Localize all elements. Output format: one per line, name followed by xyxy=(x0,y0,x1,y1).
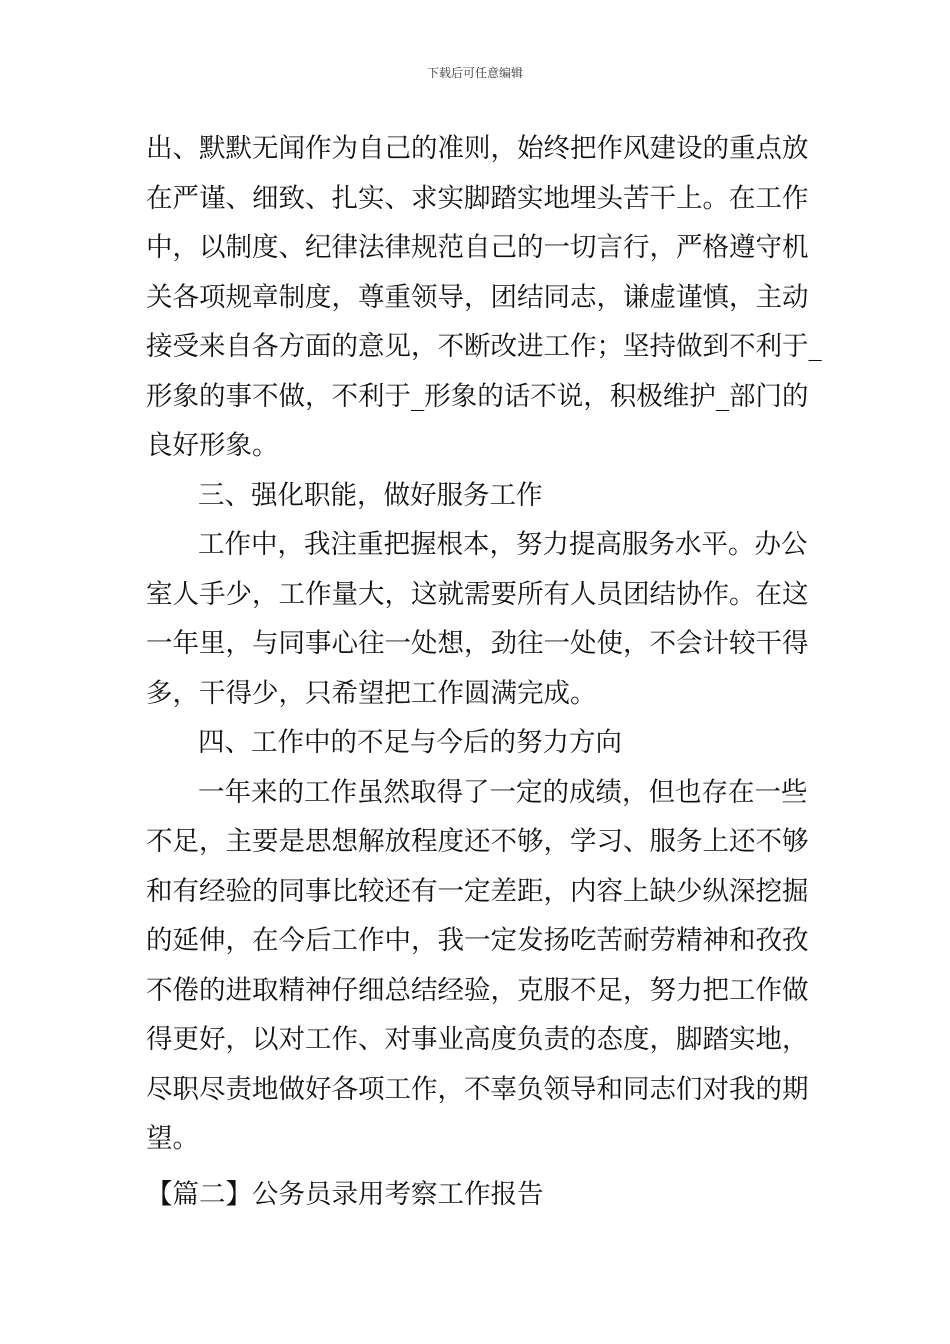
body-line: 不倦的进取精神仔细总结经验，克服不足，努力把工作做 xyxy=(146,974,809,1006)
body-line: 接受来自各方面的意见，不断改进工作；坚持做到不利于_ xyxy=(146,331,822,362)
body-line: 得更好，以对工作、对事业高度负责的态度，脚踏实地， xyxy=(146,1024,809,1055)
section-heading-3: 三、强化职能，做好服务工作 xyxy=(198,479,543,511)
body-line: 不足，主要是思想解放程度还不够，学习、服务上还不够 xyxy=(146,826,809,857)
document-body xyxy=(146,124,822,1164)
body-line: 关各项规章制度，尊重领导，团结同志，谦虚谨慎，主动 xyxy=(146,281,809,313)
body-line: 望。 xyxy=(146,1123,199,1154)
body-line: 形象的事不做，不利于_形象的话不说，积极维护_部门的 xyxy=(146,380,809,412)
body-line: 出、默默无闻作为自己的准则，始终把作风建设的重点放 xyxy=(146,133,809,164)
body-line: 和有经验的同事比较还有一定差距，内容上缺少纵深挖掘 xyxy=(146,875,809,907)
body-line: 室人手少，工作量大，这就需要所有人员团结协作。在这 xyxy=(146,578,809,610)
body-line: 工作中，我注重把握根本，努力提高服务水平。办公 xyxy=(198,529,808,560)
page-header-note: 下载后可任意编辑 xyxy=(426,66,523,80)
body-line: 一年来的工作虽然取得了一定的成绩，但也存在一些 xyxy=(198,776,808,808)
body-line: 的延伸，在今后工作中，我一定发扬吃苦耐劳精神和孜孜 xyxy=(146,925,809,956)
article-title-part-two: 【篇二】公务员录用考察工作报告 xyxy=(146,1179,544,1210)
body-line: 多，干得少，只希望把工作圆满完成。 xyxy=(146,677,597,709)
body-line: 尽职尽责地做好各项工作，不辜负领导和同志们对我的期 xyxy=(146,1073,809,1105)
section-heading-4: 四、工作中的不足与今后的努力方向 xyxy=(198,727,622,758)
body-line: 良好形象。 xyxy=(146,430,279,461)
body-line: 在严谨、细致、扎实、求实脚踏实地埋头苦干上。在工作 xyxy=(146,182,809,214)
body-line: 一年里，与同事心往一处想，劲往一处使，不会计较干得 xyxy=(146,628,809,659)
body-line: 中，以制度、纪律法律规范自己的一切言行，严格遵守机 xyxy=(146,232,809,263)
